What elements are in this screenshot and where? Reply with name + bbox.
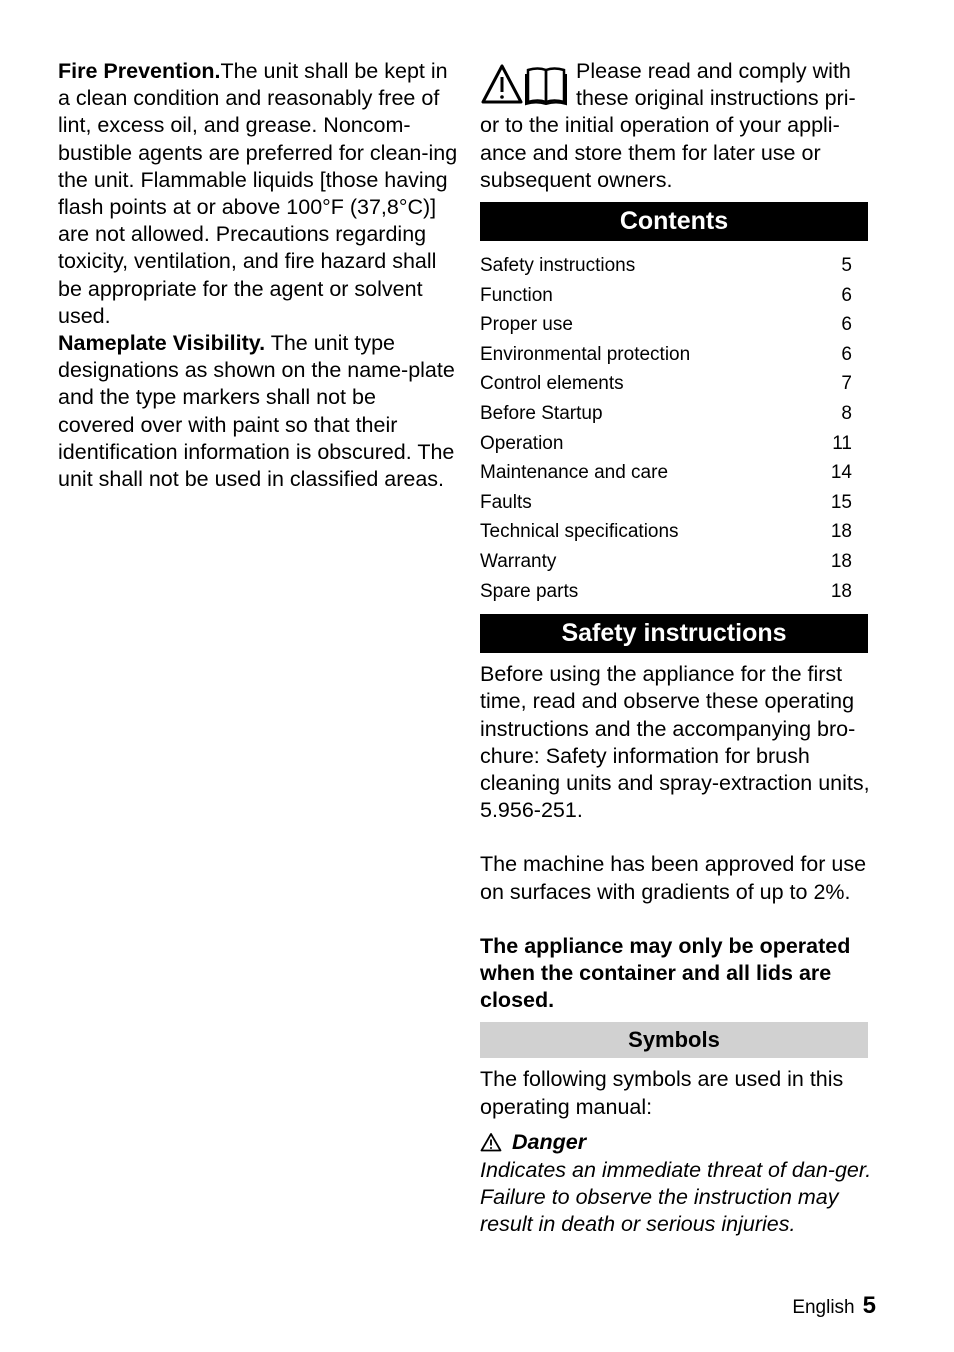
- contents-item-page: 18: [830, 550, 852, 572]
- safety-bold-paragraph: The appliance may only be operated when the container and all lids are closed.: [480, 933, 851, 1013]
- contents-item-label: Control elements: [480, 373, 624, 395]
- contents-item: [480, 251, 852, 281]
- nameplate-paragraph: [58, 330, 458, 493]
- contents-item-label: Before Startup: [480, 402, 603, 424]
- contents-item-page: 11: [832, 432, 852, 454]
- contents-item-page: 6: [841, 314, 852, 336]
- warning-manual-icon: [480, 62, 570, 106]
- left-column: [58, 58, 458, 493]
- contents-item: [480, 369, 852, 399]
- contents-item: [480, 340, 852, 370]
- contents-item-page: 15: [830, 491, 852, 513]
- contents-item: [480, 458, 852, 488]
- contents-heading: Contents: [480, 202, 868, 241]
- contents-item-page: 6: [841, 343, 852, 365]
- contents-item-page: 7: [841, 373, 852, 395]
- contents-item-label: Environmental protection: [480, 343, 691, 365]
- page-number: 5: [862, 1292, 876, 1319]
- warning-icon: [480, 1132, 502, 1152]
- contents-item-label: Safety instructions: [480, 255, 636, 277]
- contents-item: [480, 399, 852, 429]
- intro-line-2: these original instructions pri-: [576, 86, 856, 111]
- intro-line-1: Please read and comply with: [576, 59, 851, 83]
- contents-item-label: Technical specifications: [480, 521, 679, 543]
- fire-prevention-paragraph: [58, 58, 458, 330]
- page-footer: [792, 1292, 876, 1320]
- contents-item: [480, 281, 852, 311]
- danger-text: Indicates an immediate threat of dan-ger. Failure to observe the instruction may result in death or serious injuries.: [480, 1157, 872, 1237]
- intro-block: [480, 58, 878, 194]
- contents-item-page: 18: [830, 521, 852, 543]
- contents-item: [480, 429, 852, 459]
- danger-label: Danger: [512, 1129, 587, 1154]
- contents-item-label: Function: [480, 284, 553, 306]
- contents-item: [480, 488, 852, 518]
- fire-prevention-text: The unit shall be kept in a clean condition and reasonably free of lint, excess oil, and grease. Noncom-bustible agents are preferred for clean-ing the unit. Flammable liquids [those having flash points at or above 100°F (37,8°C)] are not allowed. Precautions regarding toxicity, ventilation, and fire hazard shall be appropriate for the agent or solvent used.: [58, 59, 458, 328]
- nameplate-text: The unit type designations as shown on the name-plate and the type markers shall not be covered over with paint so that their identification information is obscured. The unit shall not be used in classified areas.: [58, 331, 455, 492]
- right-column: [480, 58, 878, 1238]
- contents-item: [480, 517, 852, 547]
- danger-heading: [480, 1127, 878, 1157]
- intro-rest: or to the initial operation of your appli-ance and store them for later use or subsequent owners.: [480, 113, 840, 192]
- contents-list: [480, 251, 852, 606]
- contents-item-page: 6: [841, 284, 852, 306]
- symbols-intro: The following symbols are used in this operating manual:: [480, 1067, 844, 1119]
- footer-language: English: [792, 1297, 855, 1318]
- fire-prevention-label: Fire Prevention.: [58, 59, 221, 83]
- safety-instructions-heading: Safety instructions: [480, 614, 868, 653]
- contents-item-page: 8: [841, 402, 852, 424]
- contents-item-label: Spare parts: [480, 580, 579, 602]
- contents-item-page: 14: [830, 462, 852, 484]
- contents-item-label: Maintenance and care: [480, 462, 669, 484]
- contents-item: [480, 577, 852, 607]
- contents-item: [480, 310, 852, 340]
- contents-item-label: Proper use: [480, 314, 573, 336]
- nameplate-label: Nameplate Visibility.: [58, 331, 266, 356]
- contents-item-page: 18: [830, 580, 852, 602]
- symbols-heading: Symbols: [480, 1022, 868, 1058]
- contents-item-label: Warranty: [480, 550, 557, 572]
- contents-item: [480, 547, 852, 577]
- contents-item-page: 5: [841, 255, 852, 277]
- safety-paragraph-2: The machine has been approved for use on surfaces with gradients of up to 2%.: [480, 852, 867, 904]
- safety-paragraph-1: Before using the appliance for the first time, read and observe these operating instructions and the accompanying bro-chure: Safety information for brush cleaning units and spray-extraction units, 5.956-251.: [480, 662, 870, 823]
- contents-item-label: Operation: [480, 432, 564, 454]
- contents-item-label: Faults: [480, 491, 532, 513]
